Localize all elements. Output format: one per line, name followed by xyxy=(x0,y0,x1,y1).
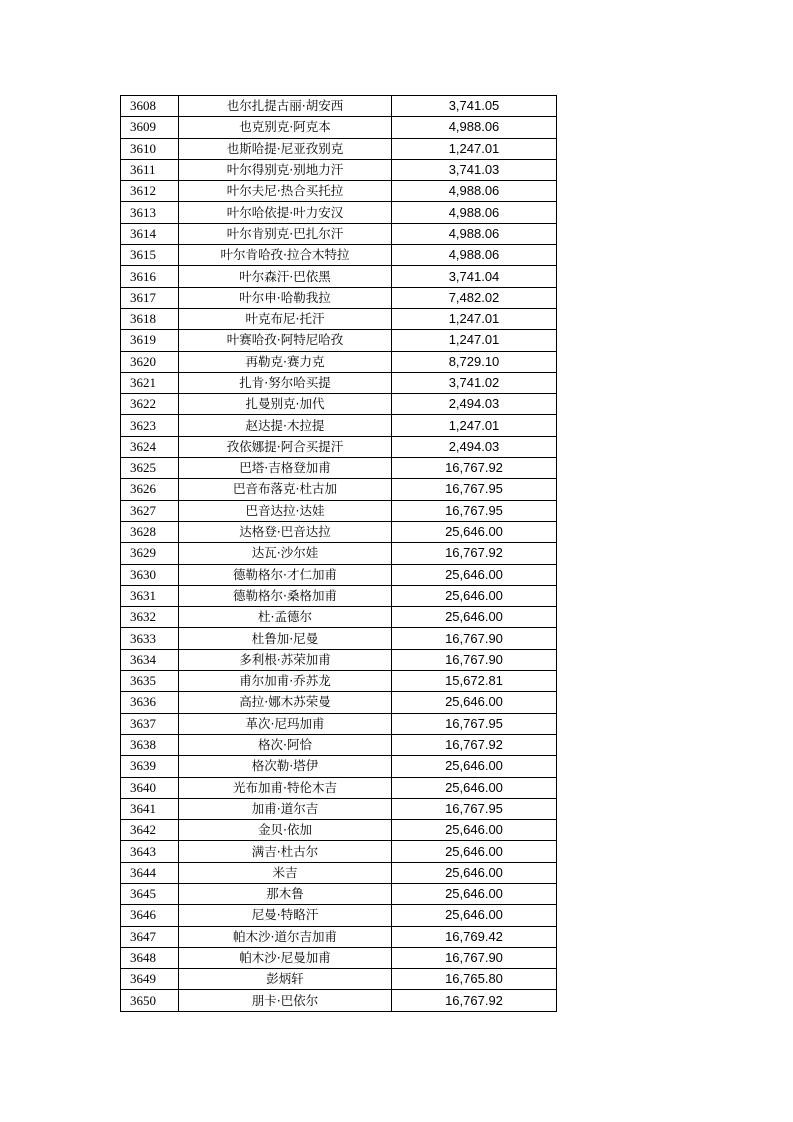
recipient-name-cell: 格次勒·塔伊 xyxy=(179,756,392,777)
recipient-name-cell: 德勒格尔·才仁加甫 xyxy=(179,564,392,585)
recipient-name-cell: 帕木沙·尼曼加甫 xyxy=(179,947,392,968)
amount-cell: 8,729.10 xyxy=(392,351,557,372)
row-number-cell: 3626 xyxy=(121,479,179,500)
amount-cell: 25,646.00 xyxy=(392,521,557,542)
amount-cell: 25,646.00 xyxy=(392,692,557,713)
row-number-cell: 3638 xyxy=(121,734,179,755)
amount-cell: 16,765.80 xyxy=(392,969,557,990)
table-row xyxy=(121,436,557,457)
recipient-name-cell: 德勒格尔·桑格加甫 xyxy=(179,585,392,606)
amount-cell: 1,247.01 xyxy=(392,138,557,159)
recipient-name-cell: 金贝·依加 xyxy=(179,820,392,841)
amount-cell: 16,767.92 xyxy=(392,734,557,755)
row-number-cell: 3632 xyxy=(121,607,179,628)
table-row xyxy=(121,905,557,926)
amount-cell: 25,646.00 xyxy=(392,841,557,862)
table-row xyxy=(121,266,557,287)
table-row xyxy=(121,798,557,819)
table-row xyxy=(121,138,557,159)
table-body xyxy=(121,96,557,1012)
amount-cell: 16,767.90 xyxy=(392,628,557,649)
amount-cell: 25,646.00 xyxy=(392,905,557,926)
recipient-name-cell: 扎曼别克·加代 xyxy=(179,394,392,415)
row-number-cell: 3613 xyxy=(121,202,179,223)
amount-cell: 4,988.06 xyxy=(392,202,557,223)
amount-cell: 25,646.00 xyxy=(392,820,557,841)
row-number-cell: 3618 xyxy=(121,308,179,329)
amount-cell: 1,247.01 xyxy=(392,415,557,436)
table-row xyxy=(121,713,557,734)
row-number-cell: 3637 xyxy=(121,713,179,734)
row-number-cell: 3645 xyxy=(121,883,179,904)
table-row xyxy=(121,820,557,841)
recipient-name-cell: 叶尔得别克·别地力汗 xyxy=(179,159,392,180)
amount-cell: 4,988.06 xyxy=(392,181,557,202)
row-number-cell: 3623 xyxy=(121,415,179,436)
table-row xyxy=(121,96,557,117)
row-number-cell: 3621 xyxy=(121,372,179,393)
row-number-cell: 3630 xyxy=(121,564,179,585)
row-number-cell: 3624 xyxy=(121,436,179,457)
amount-cell: 25,646.00 xyxy=(392,756,557,777)
amount-cell: 16,767.92 xyxy=(392,458,557,479)
recipient-name-cell: 也尔扎提古丽·胡安西 xyxy=(179,96,392,117)
table-row xyxy=(121,862,557,883)
row-number-cell: 3622 xyxy=(121,394,179,415)
row-number-cell: 3650 xyxy=(121,990,179,1011)
amount-cell: 25,646.00 xyxy=(392,862,557,883)
table-row xyxy=(121,308,557,329)
table-row xyxy=(121,181,557,202)
table-row xyxy=(121,245,557,266)
amount-cell: 1,247.01 xyxy=(392,330,557,351)
amount-cell: 4,988.06 xyxy=(392,245,557,266)
row-number-cell: 3628 xyxy=(121,521,179,542)
table-row xyxy=(121,692,557,713)
row-number-cell: 3611 xyxy=(121,159,179,180)
table-row xyxy=(121,223,557,244)
recipient-name-cell: 格次·阿恰 xyxy=(179,734,392,755)
row-number-cell: 3633 xyxy=(121,628,179,649)
recipient-name-cell: 巴音达拉·达娃 xyxy=(179,500,392,521)
recipient-name-cell: 叶尔肯哈孜·拉合木特拉 xyxy=(179,245,392,266)
table-row xyxy=(121,777,557,798)
recipient-name-cell: 加甫·道尔吉 xyxy=(179,798,392,819)
table-row xyxy=(121,969,557,990)
recipient-name-cell: 再勒克·赛力克 xyxy=(179,351,392,372)
amount-cell: 15,672.81 xyxy=(392,671,557,692)
recipient-name-cell: 叶尔森汗·巴依黑 xyxy=(179,266,392,287)
recipient-name-cell: 巴音布落克·杜古加 xyxy=(179,479,392,500)
recipient-name-cell: 叶克布尼·托汗 xyxy=(179,308,392,329)
table-row xyxy=(121,564,557,585)
row-number-cell: 3635 xyxy=(121,671,179,692)
row-number-cell: 3610 xyxy=(121,138,179,159)
table-row xyxy=(121,734,557,755)
amount-cell: 16,767.95 xyxy=(392,500,557,521)
row-number-cell: 3619 xyxy=(121,330,179,351)
payment-table xyxy=(120,95,557,1012)
row-number-cell: 3634 xyxy=(121,649,179,670)
amount-cell: 25,646.00 xyxy=(392,607,557,628)
recipient-name-cell: 那木鲁 xyxy=(179,883,392,904)
table-row xyxy=(121,883,557,904)
recipient-name-cell: 尼曼·特略汗 xyxy=(179,905,392,926)
row-number-cell: 3641 xyxy=(121,798,179,819)
amount-cell: 2,494.03 xyxy=(392,436,557,457)
recipient-name-cell: 扎肯·努尔哈买提 xyxy=(179,372,392,393)
recipient-name-cell: 彭炳轩 xyxy=(179,969,392,990)
amount-cell: 16,767.95 xyxy=(392,479,557,500)
amount-cell: 16,767.90 xyxy=(392,947,557,968)
amount-cell: 1,247.01 xyxy=(392,308,557,329)
table-row xyxy=(121,649,557,670)
table-row xyxy=(121,926,557,947)
recipient-name-cell: 杜鲁加·尼曼 xyxy=(179,628,392,649)
recipient-name-cell: 革次·尼玛加甫 xyxy=(179,713,392,734)
row-number-cell: 3636 xyxy=(121,692,179,713)
recipient-name-cell: 孜依娜提·阿合买提汗 xyxy=(179,436,392,457)
table-row xyxy=(121,351,557,372)
recipient-name-cell: 朋卡·巴依尔 xyxy=(179,990,392,1011)
recipient-name-cell: 光布加甫·特伦木吉 xyxy=(179,777,392,798)
row-number-cell: 3639 xyxy=(121,756,179,777)
amount-cell: 16,767.92 xyxy=(392,543,557,564)
row-number-cell: 3617 xyxy=(121,287,179,308)
amount-cell: 7,482.02 xyxy=(392,287,557,308)
recipient-name-cell: 高拉·娜木苏荣曼 xyxy=(179,692,392,713)
amount-cell: 4,988.06 xyxy=(392,117,557,138)
amount-cell: 3,741.02 xyxy=(392,372,557,393)
row-number-cell: 3620 xyxy=(121,351,179,372)
recipient-name-cell: 叶赛哈孜·阿特尼哈孜 xyxy=(179,330,392,351)
row-number-cell: 3646 xyxy=(121,905,179,926)
amount-cell: 25,646.00 xyxy=(392,883,557,904)
table-row xyxy=(121,607,557,628)
table-row xyxy=(121,585,557,606)
row-number-cell: 3609 xyxy=(121,117,179,138)
row-number-cell: 3647 xyxy=(121,926,179,947)
amount-cell: 25,646.00 xyxy=(392,564,557,585)
recipient-name-cell: 杜·孟德尔 xyxy=(179,607,392,628)
row-number-cell: 3625 xyxy=(121,458,179,479)
row-number-cell: 3648 xyxy=(121,947,179,968)
recipient-name-cell: 也克别克·阿克本 xyxy=(179,117,392,138)
table-row xyxy=(121,841,557,862)
row-number-cell: 3649 xyxy=(121,969,179,990)
recipient-name-cell: 也斯哈提·尼亚孜别克 xyxy=(179,138,392,159)
recipient-name-cell: 达瓦·沙尔娃 xyxy=(179,543,392,564)
row-number-cell: 3631 xyxy=(121,585,179,606)
recipient-name-cell: 巴塔·吉格登加甫 xyxy=(179,458,392,479)
row-number-cell: 3642 xyxy=(121,820,179,841)
row-number-cell: 3615 xyxy=(121,245,179,266)
table-row xyxy=(121,990,557,1011)
amount-cell: 25,646.00 xyxy=(392,777,557,798)
recipient-name-cell: 达格登·巴音达拉 xyxy=(179,521,392,542)
table-row xyxy=(121,415,557,436)
row-number-cell: 3643 xyxy=(121,841,179,862)
row-number-cell: 3612 xyxy=(121,181,179,202)
amount-cell: 16,767.90 xyxy=(392,649,557,670)
amount-cell: 2,494.03 xyxy=(392,394,557,415)
table-row xyxy=(121,202,557,223)
recipient-name-cell: 叶尔申·哈勒我拉 xyxy=(179,287,392,308)
amount-cell: 4,988.06 xyxy=(392,223,557,244)
row-number-cell: 3627 xyxy=(121,500,179,521)
row-number-cell: 3616 xyxy=(121,266,179,287)
table-row xyxy=(121,947,557,968)
amount-cell: 16,767.95 xyxy=(392,713,557,734)
recipient-name-cell: 满吉·杜古尔 xyxy=(179,841,392,862)
table-row xyxy=(121,458,557,479)
table-row xyxy=(121,372,557,393)
table-row xyxy=(121,500,557,521)
amount-cell: 16,767.92 xyxy=(392,990,557,1011)
amount-cell: 16,769.42 xyxy=(392,926,557,947)
row-number-cell: 3608 xyxy=(121,96,179,117)
amount-cell: 3,741.03 xyxy=(392,159,557,180)
row-number-cell: 3640 xyxy=(121,777,179,798)
amount-cell: 25,646.00 xyxy=(392,585,557,606)
recipient-name-cell: 帕木沙·道尔吉加甫 xyxy=(179,926,392,947)
table-row xyxy=(121,671,557,692)
recipient-name-cell: 赵达提·木拉提 xyxy=(179,415,392,436)
recipient-name-cell: 叶尔夫尼·热合买托拉 xyxy=(179,181,392,202)
amount-cell: 3,741.04 xyxy=(392,266,557,287)
recipient-name-cell: 多利根·苏荣加甫 xyxy=(179,649,392,670)
table-row xyxy=(121,287,557,308)
recipient-name-cell: 米吉 xyxy=(179,862,392,883)
table-row xyxy=(121,330,557,351)
table-row xyxy=(121,543,557,564)
recipient-name-cell: 叶尔肯别克·巴扎尔汗 xyxy=(179,223,392,244)
table-row xyxy=(121,628,557,649)
amount-cell: 3,741.05 xyxy=(392,96,557,117)
table-row xyxy=(121,117,557,138)
row-number-cell: 3614 xyxy=(121,223,179,244)
table-row xyxy=(121,479,557,500)
table-row xyxy=(121,521,557,542)
table-row xyxy=(121,159,557,180)
table-row xyxy=(121,756,557,777)
amount-cell: 16,767.95 xyxy=(392,798,557,819)
recipient-name-cell: 甫尔加甫·乔苏龙 xyxy=(179,671,392,692)
row-number-cell: 3644 xyxy=(121,862,179,883)
recipient-name-cell: 叶尔哈依提·叶力安汉 xyxy=(179,202,392,223)
row-number-cell: 3629 xyxy=(121,543,179,564)
table-row xyxy=(121,394,557,415)
